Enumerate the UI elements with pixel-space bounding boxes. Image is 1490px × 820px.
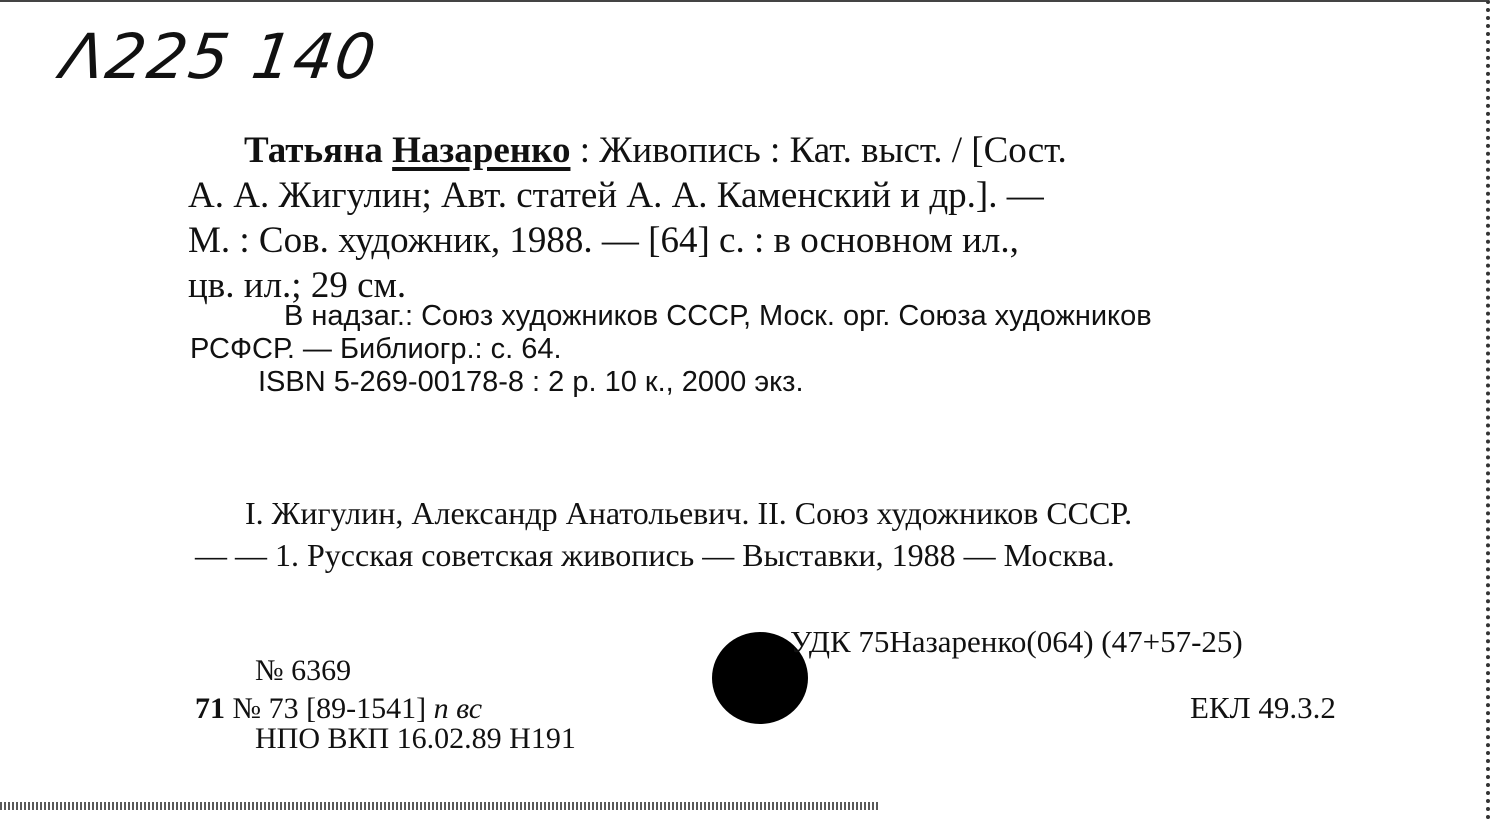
tracing-line-1: I. Жигулин, Александр Анатольевич. II. Союз художников СССР. xyxy=(245,495,1133,531)
entry-line-4: цв. ил.; 29 см. xyxy=(188,265,407,306)
card-bottom-edge xyxy=(0,802,880,810)
tracings-block xyxy=(195,492,1375,576)
card-number: № 6369 xyxy=(255,654,352,687)
order-number: № 73 [89-1541] xyxy=(232,692,427,725)
printer-line: НПО ВКП 16.02.89 Н191 xyxy=(255,722,576,755)
udk-code: УДК 75Назаренко(064) (47+57-25) xyxy=(790,624,1243,659)
entry-line-3: М. : Сов. художник, 1988. — [64] с. : в основном ил., xyxy=(188,220,1019,261)
note-line-1: В надзаг.: Союз художников СССР, Моск. орг. Союза художников xyxy=(284,300,1152,332)
notes-block xyxy=(190,300,1375,399)
order-prefix: 71 xyxy=(195,692,225,725)
entry-line-1 xyxy=(188,128,1368,173)
ekl-code: ЕКЛ 49.3.2 xyxy=(1190,690,1336,725)
author-first-name: Татьяна xyxy=(244,130,383,171)
note-line-2: РСФСР. — Библиогр.: с. 64. xyxy=(190,333,562,365)
bibliographic-entry xyxy=(188,128,1368,308)
tracing-line-2: — — 1. Русская советская живопись — Выставки, 1988 — Москва. xyxy=(195,537,1115,573)
handwritten-shelf-code: Λ225 140 xyxy=(56,20,382,93)
isbn-line: ISBN 5-269-00178-8 : 2 р. 10 к., 2000 экз. xyxy=(258,366,804,398)
order-line xyxy=(195,692,482,726)
entry-line-2: А. А. Жигулин; Авт. статей А. А. Каменский и др.]. — xyxy=(188,175,1044,216)
order-suffix: п вс xyxy=(433,692,483,725)
author-surname: Назаренко xyxy=(392,130,571,171)
title-statement: : Живопись : Кат. выст. / [Сост. xyxy=(579,130,1067,171)
